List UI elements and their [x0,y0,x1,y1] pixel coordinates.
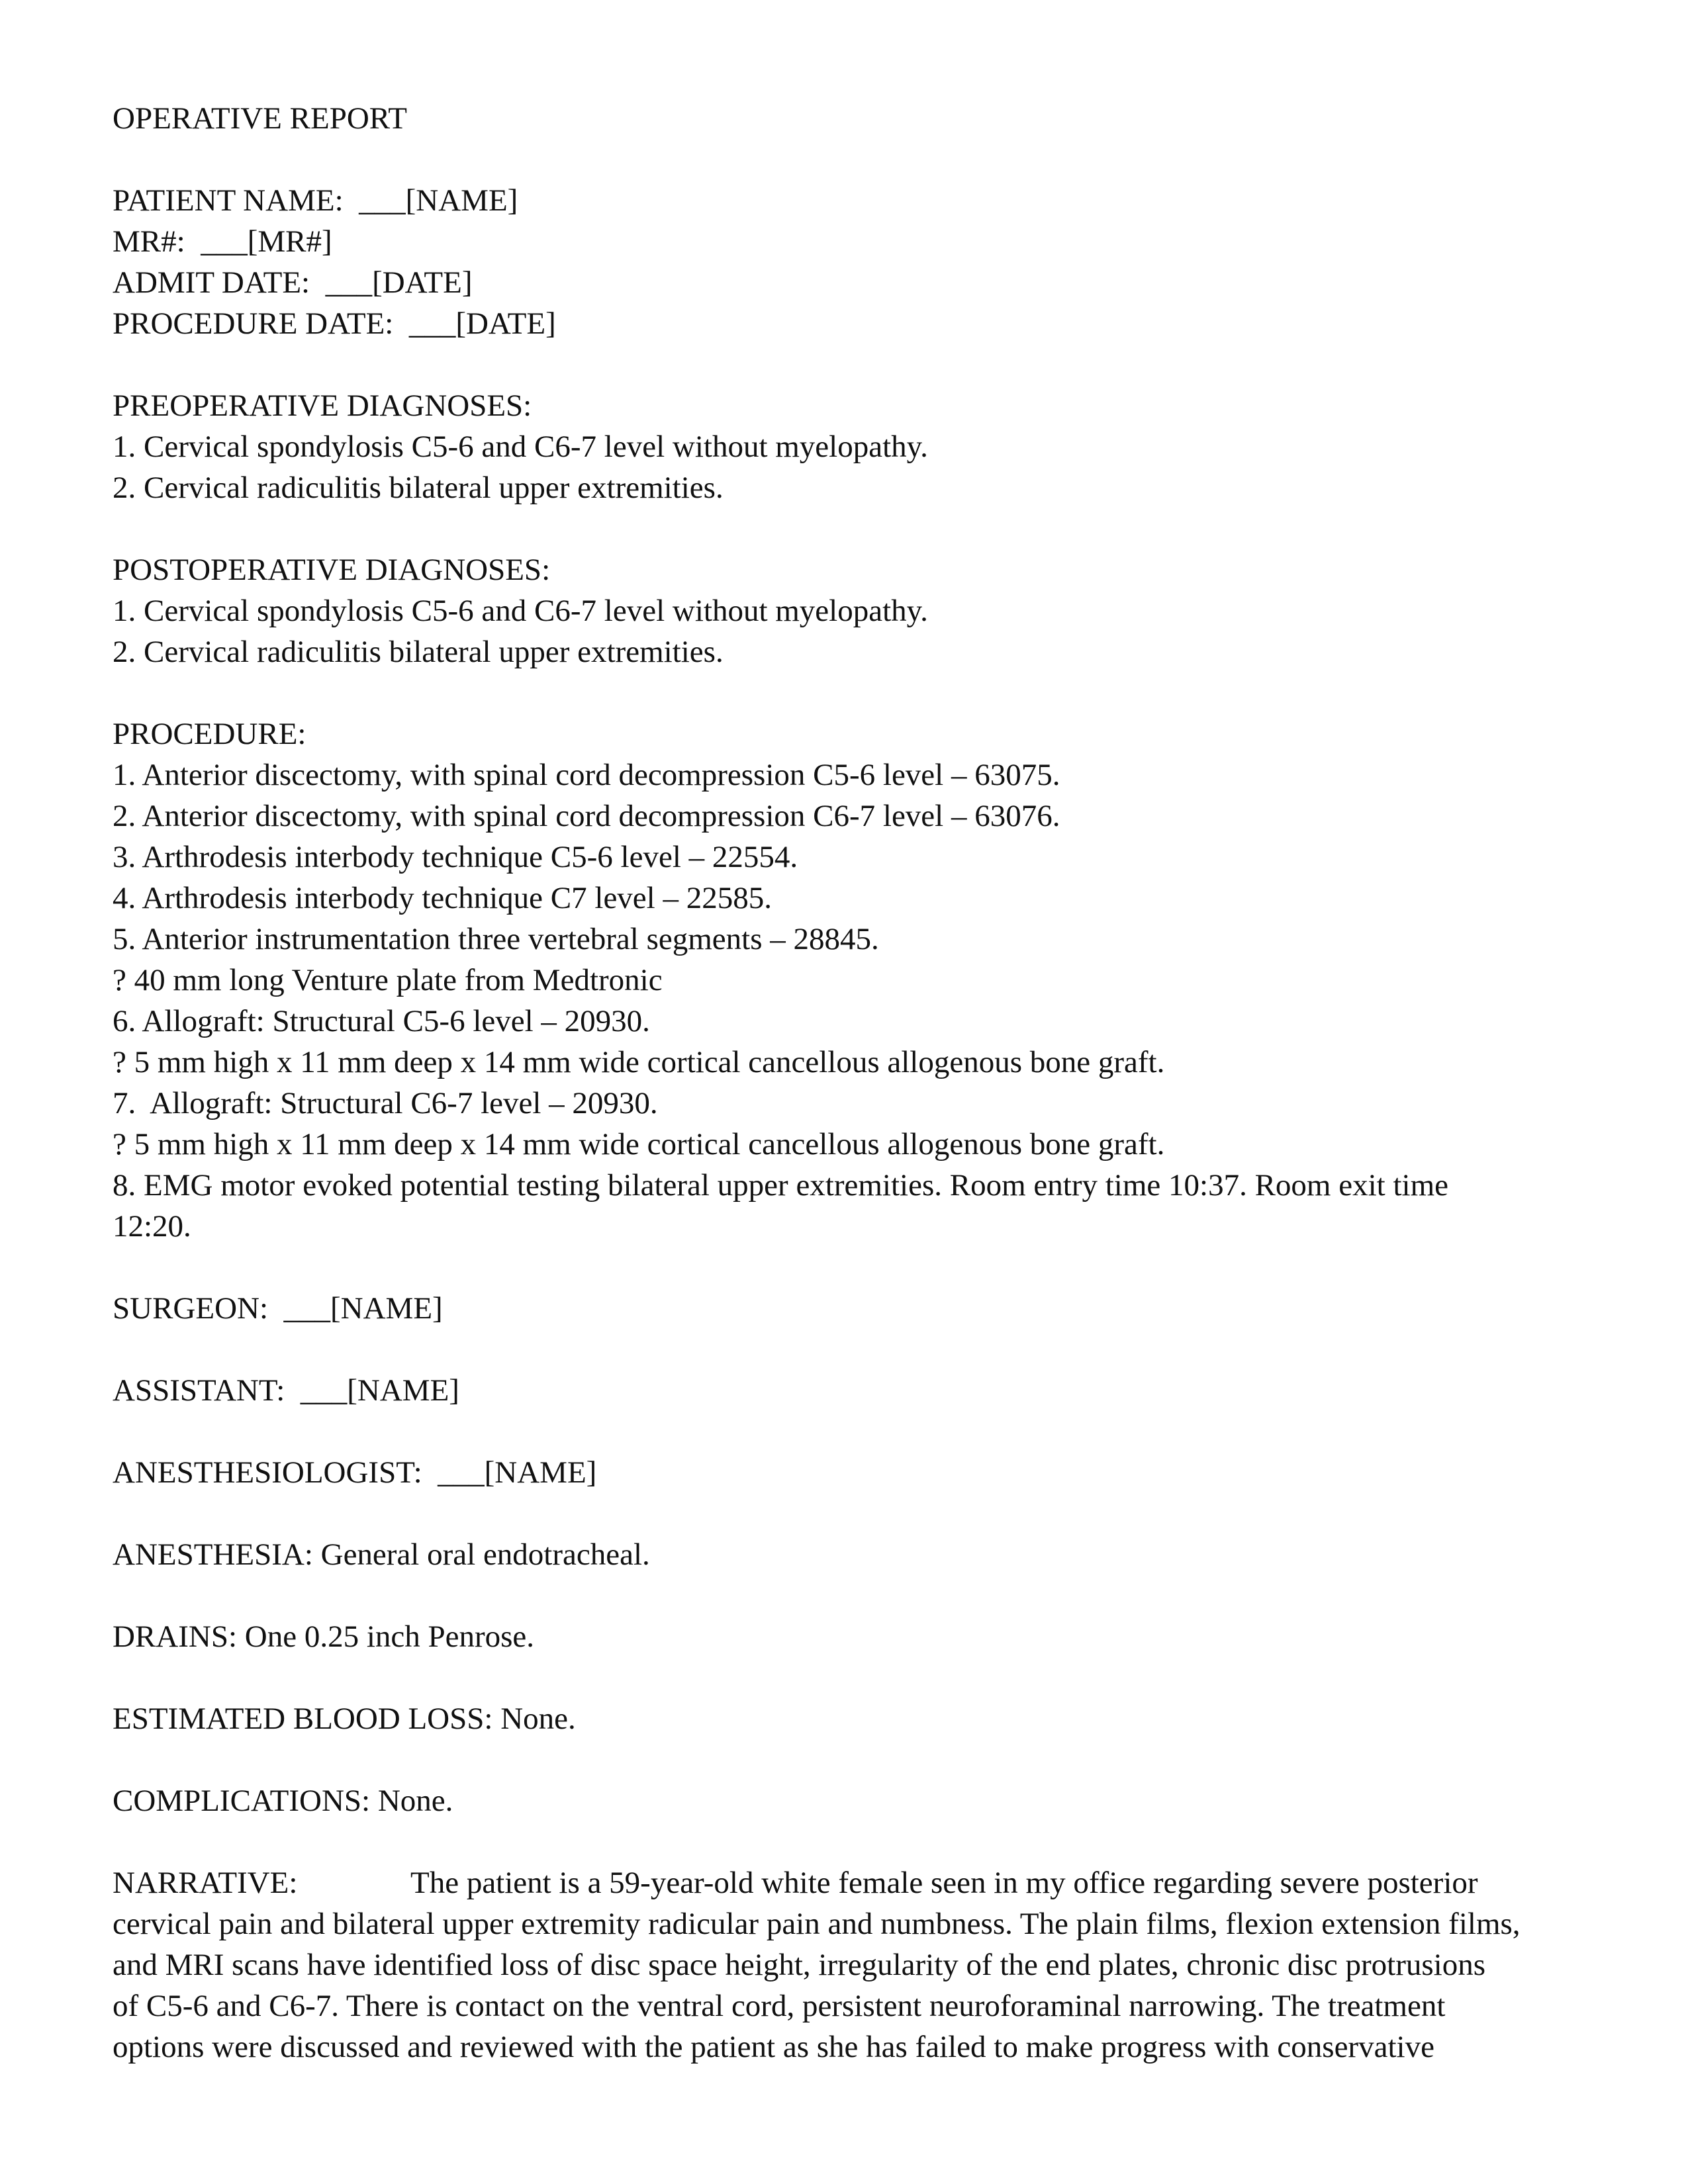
spacer [113,1247,1582,1288]
drains-line: DRAINS: One 0.25 inch Penrose. [113,1619,535,1654]
mr-number-line: MR#: ___[MR#] [113,224,332,259]
narrative-line: and MRI scans have identified loss of disc space height, irregularity of the end plates, chronic disc protrusions [113,1948,1485,1982]
anesthesia-line: ANESTHESIA: General oral endotracheal. [113,1537,650,1572]
procedure-item: 6. Allograft: Structural C5-6 level – 20930. [113,1004,650,1038]
procedure-date-line: PROCEDURE DATE: ___[DATE] [113,306,556,341]
spacer [113,1821,1582,1862]
surgeon-line: SURGEON: ___[NAME] [113,1291,443,1326]
narrative-line: cervical pain and bilateral upper extremity radicular pain and numbness. The plain films, flexion extension films, [113,1907,1521,1941]
report-title: OPERATIVE REPORT [113,101,408,136]
assistant-line: ASSISTANT: ___[NAME] [113,1373,459,1408]
blood-loss-line: ESTIMATED BLOOD LOSS: None. [113,1702,576,1736]
preop-item: 2. Cervical radiculitis bilateral upper extremities. [113,471,724,505]
anesthesiologist-line: ANESTHESIOLOGIST: ___[NAME] [113,1455,597,1490]
spacer [113,1411,1582,1452]
spacer [113,1575,1582,1616]
procedure-item: 5. Anterior instrumentation three vertebral segments – 28845. [113,922,879,956]
postop-item: 1. Cervical spondylosis C5-6 and C6-7 level without myelopathy. [113,594,928,628]
admit-date-line: ADMIT DATE: ___[DATE] [113,265,473,300]
spacer [113,139,1582,180]
spacer [113,1493,1582,1534]
spacer [113,344,1582,385]
spacer [113,1657,1582,1698]
procedure-item: 1. Anterior discectomy, with spinal cord decompression C5-6 level – 63075. [113,758,1060,792]
complications-line: COMPLICATIONS: None. [113,1784,453,1818]
preop-heading: PREOPERATIVE DIAGNOSES: [113,388,532,423]
procedure-item: 2. Anterior discectomy, with spinal cord decompression C6-7 level – 63076. [113,799,1060,833]
procedure-item: 3. Arthrodesis interbody technique C5-6 level – 22554. [113,840,798,874]
postop-item: 2. Cervical radiculitis bilateral upper extremities. [113,635,724,669]
report-body [113,98,1582,2068]
patient-name-line: PATIENT NAME: ___[NAME] [113,183,518,218]
spacer [113,1739,1582,1780]
narrative-label: NARRATIVE: [113,1866,298,1900]
spacer [113,508,1582,549]
preop-item: 1. Cervical spondylosis C5-6 and C6-7 level without myelopathy. [113,430,928,464]
procedure-item-continuation: 12:20. [113,1209,191,1244]
spacer [113,1329,1582,1370]
procedure-subitem: ? 40 mm long Venture plate from Medtronic [113,963,663,997]
narrative-first-line [113,1862,1582,1903]
spacer [113,672,1582,713]
procedure-subitem: ? 5 mm high x 11 mm deep x 14 mm wide cortical cancellous allogenous bone graft. [113,1127,1165,1161]
procedure-item: 4. Arthrodesis interbody technique C7 level – 22585. [113,881,772,915]
procedure-item: 8. EMG motor evoked potential testing bilateral upper extremities. Room entry time 10:37. Room exit time [113,1168,1448,1203]
procedure-subitem: ? 5 mm high x 11 mm deep x 14 mm wide cortical cancellous allogenous bone graft. [113,1045,1165,1079]
narrative-line: options were discussed and reviewed with the patient as she has failed to make progress with conservative [113,2030,1434,2064]
narrative-text: The patient is a 59-year-old white female seen in my office regarding severe posterior [410,1866,1478,1900]
procedure-item: 7. Allograft: Structural C6-7 level – 20930. [113,1086,658,1120]
procedure-heading: PROCEDURE: [113,717,306,751]
postop-heading: POSTOPERATIVE DIAGNOSES: [113,553,551,587]
narrative-line: of C5-6 and C6-7. There is contact on the ventral cord, persistent neuroforaminal narrowing. The treatment [113,1989,1446,2023]
